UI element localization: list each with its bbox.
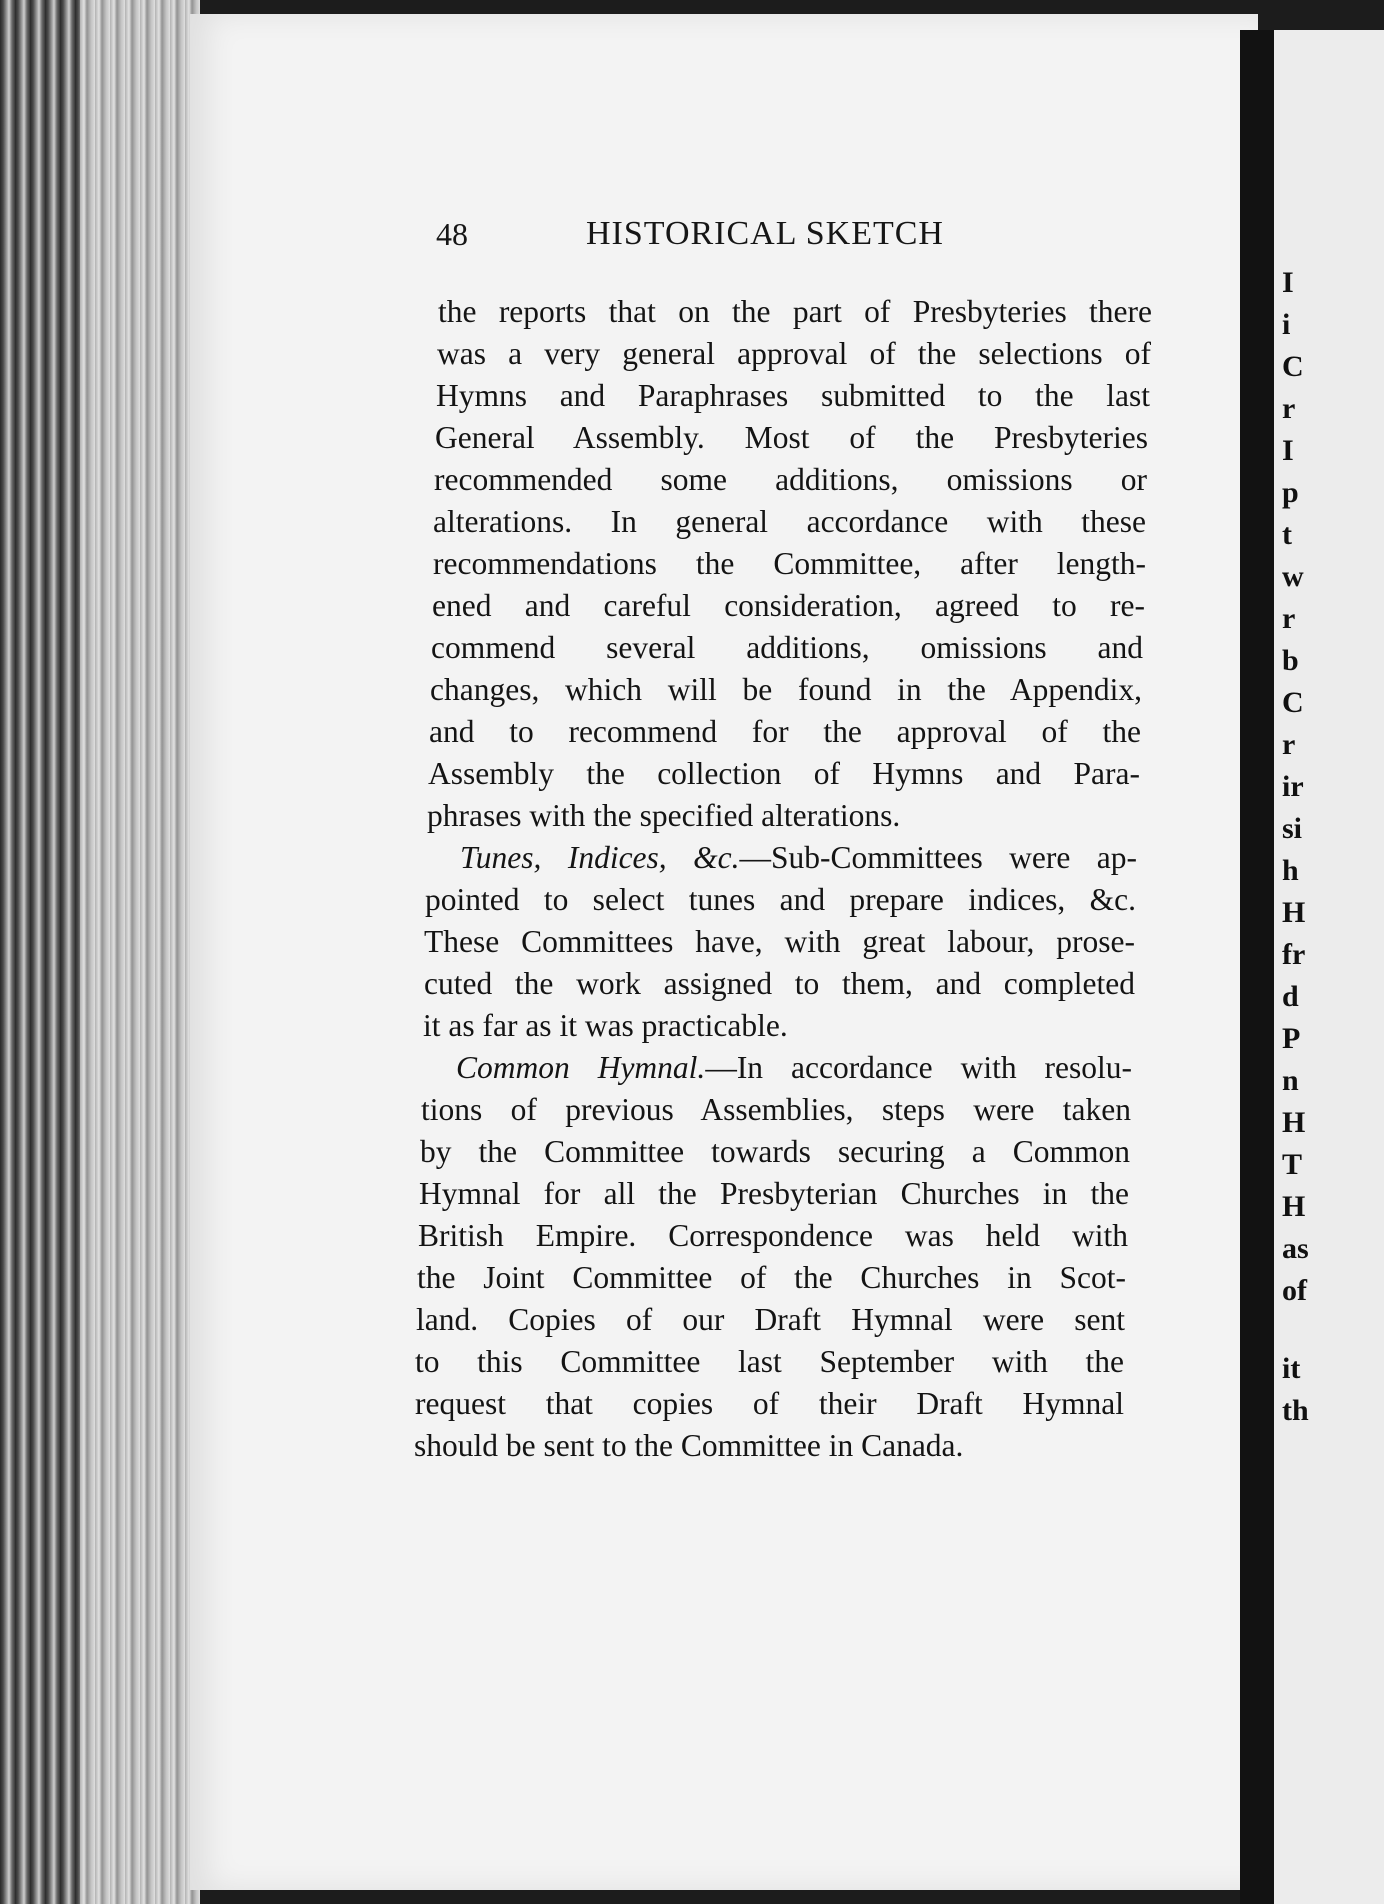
facing-page-fragment: w bbox=[1282, 560, 1304, 593]
facing-page-fragment: H bbox=[1282, 1106, 1306, 1139]
facing-page-fragment: as bbox=[1282, 1232, 1309, 1265]
running-head: HISTORICAL SKETCH bbox=[586, 215, 944, 252]
page-number: 48 bbox=[436, 216, 468, 252]
text-line: Assembly the collection of Hymns and Para- bbox=[428, 756, 1140, 791]
text-line: These Committees have, with great labour, prose- bbox=[424, 924, 1135, 959]
facing-page-fragment: r bbox=[1282, 602, 1296, 635]
text-line: the reports that on the part of Presbyteries there bbox=[438, 294, 1152, 329]
text-line: Hymnal for all the Presbyterian Churches in the bbox=[419, 1176, 1129, 1211]
paragraph-hymnal-first-line bbox=[456, 1048, 1132, 1088]
facing-page-fragment: h bbox=[1282, 854, 1299, 887]
book-page-edges-highlight bbox=[80, 0, 200, 1904]
facing-page-fragment: b bbox=[1282, 644, 1299, 677]
paragraph-tunes-first-line bbox=[460, 838, 1137, 878]
facing-page-fragment: i bbox=[1282, 308, 1291, 341]
text-line: to this Committee last September with the bbox=[415, 1344, 1124, 1379]
facing-page-fragment: n bbox=[1282, 1064, 1299, 1097]
facing-page-fragment: H bbox=[1282, 1190, 1306, 1223]
paragraph-hymnal-opening: —In accordance with resolu- bbox=[705, 1050, 1132, 1085]
facing-page-fragment: P bbox=[1282, 1022, 1301, 1055]
text-line: alterations. In general accordance with these bbox=[433, 504, 1146, 539]
facing-page-fragment: t bbox=[1282, 518, 1292, 551]
text-line: was a very general approval of the selections of bbox=[437, 336, 1151, 371]
facing-page-fragment: I bbox=[1282, 434, 1294, 467]
text-line: the Joint Committee of the Churches in Scot- bbox=[417, 1260, 1126, 1295]
facing-page-fragment: C bbox=[1282, 686, 1304, 719]
text-line: General Assembly. Most of the Presbyteries bbox=[435, 420, 1148, 455]
facing-page-fragment: d bbox=[1282, 980, 1299, 1013]
facing-page-fragment: it bbox=[1282, 1352, 1301, 1385]
paragraph-heading-common-hymnal: Common Hymnal. bbox=[456, 1050, 706, 1085]
text-line: should be sent to the Committee in Canada. bbox=[414, 1428, 964, 1463]
text-line: and to recommend for the approval of the bbox=[429, 714, 1141, 749]
facing-page-fragment: p bbox=[1282, 476, 1299, 509]
facing-page-fragment: I bbox=[1282, 266, 1294, 299]
paragraph-heading-tunes: Tunes, Indices, &c. bbox=[460, 840, 740, 875]
facing-page-fragment: C bbox=[1282, 350, 1304, 383]
facing-page-fragment: ir bbox=[1282, 770, 1304, 803]
facing-page-fragment: r bbox=[1282, 728, 1296, 761]
text-line: land. Copies of our Draft Hymnal were sent bbox=[416, 1302, 1125, 1337]
facing-page-fragment: si bbox=[1282, 812, 1303, 845]
text-line: commend several additions, omissions and bbox=[431, 630, 1143, 665]
facing-page-fragment: th bbox=[1282, 1394, 1309, 1427]
text-line: Hymns and Paraphrases submitted to the last bbox=[436, 378, 1150, 413]
text-line: cuted the work assigned to them, and completed bbox=[424, 966, 1135, 1001]
book-gutter bbox=[1240, 30, 1274, 1904]
text-line: British Empire. Correspondence was held with bbox=[418, 1218, 1128, 1253]
text-line: by the Committee towards securing a Common bbox=[420, 1134, 1130, 1169]
facing-page-fragment: of bbox=[1282, 1274, 1307, 1307]
text-line: phrases with the specified alterations. bbox=[427, 798, 901, 833]
text-line: changes, which will be found in the Appendix, bbox=[430, 672, 1142, 707]
text-line: tions of previous Assemblies, steps were taken bbox=[421, 1092, 1131, 1127]
text-line: it as far as it was practicable. bbox=[423, 1008, 788, 1043]
text-line: ened and careful consideration, agreed to re- bbox=[432, 588, 1145, 623]
facing-page-fragment: H bbox=[1282, 896, 1306, 929]
text-line: recommendations the Committee, after length- bbox=[433, 546, 1146, 581]
text-line: request that copies of their Draft Hymnal bbox=[415, 1386, 1124, 1421]
facing-page-fragment: T bbox=[1282, 1148, 1303, 1181]
text-line: pointed to select tunes and prepare indices, &c. bbox=[425, 882, 1136, 917]
facing-page-fragment: r bbox=[1282, 392, 1296, 425]
text-line: recommended some additions, omissions or bbox=[434, 462, 1147, 497]
facing-page-fragment: fr bbox=[1282, 938, 1306, 971]
paragraph-tunes-opening: —Sub-Committees were ap- bbox=[739, 840, 1138, 875]
facing-page bbox=[1274, 30, 1384, 1904]
page-header bbox=[436, 212, 1004, 256]
